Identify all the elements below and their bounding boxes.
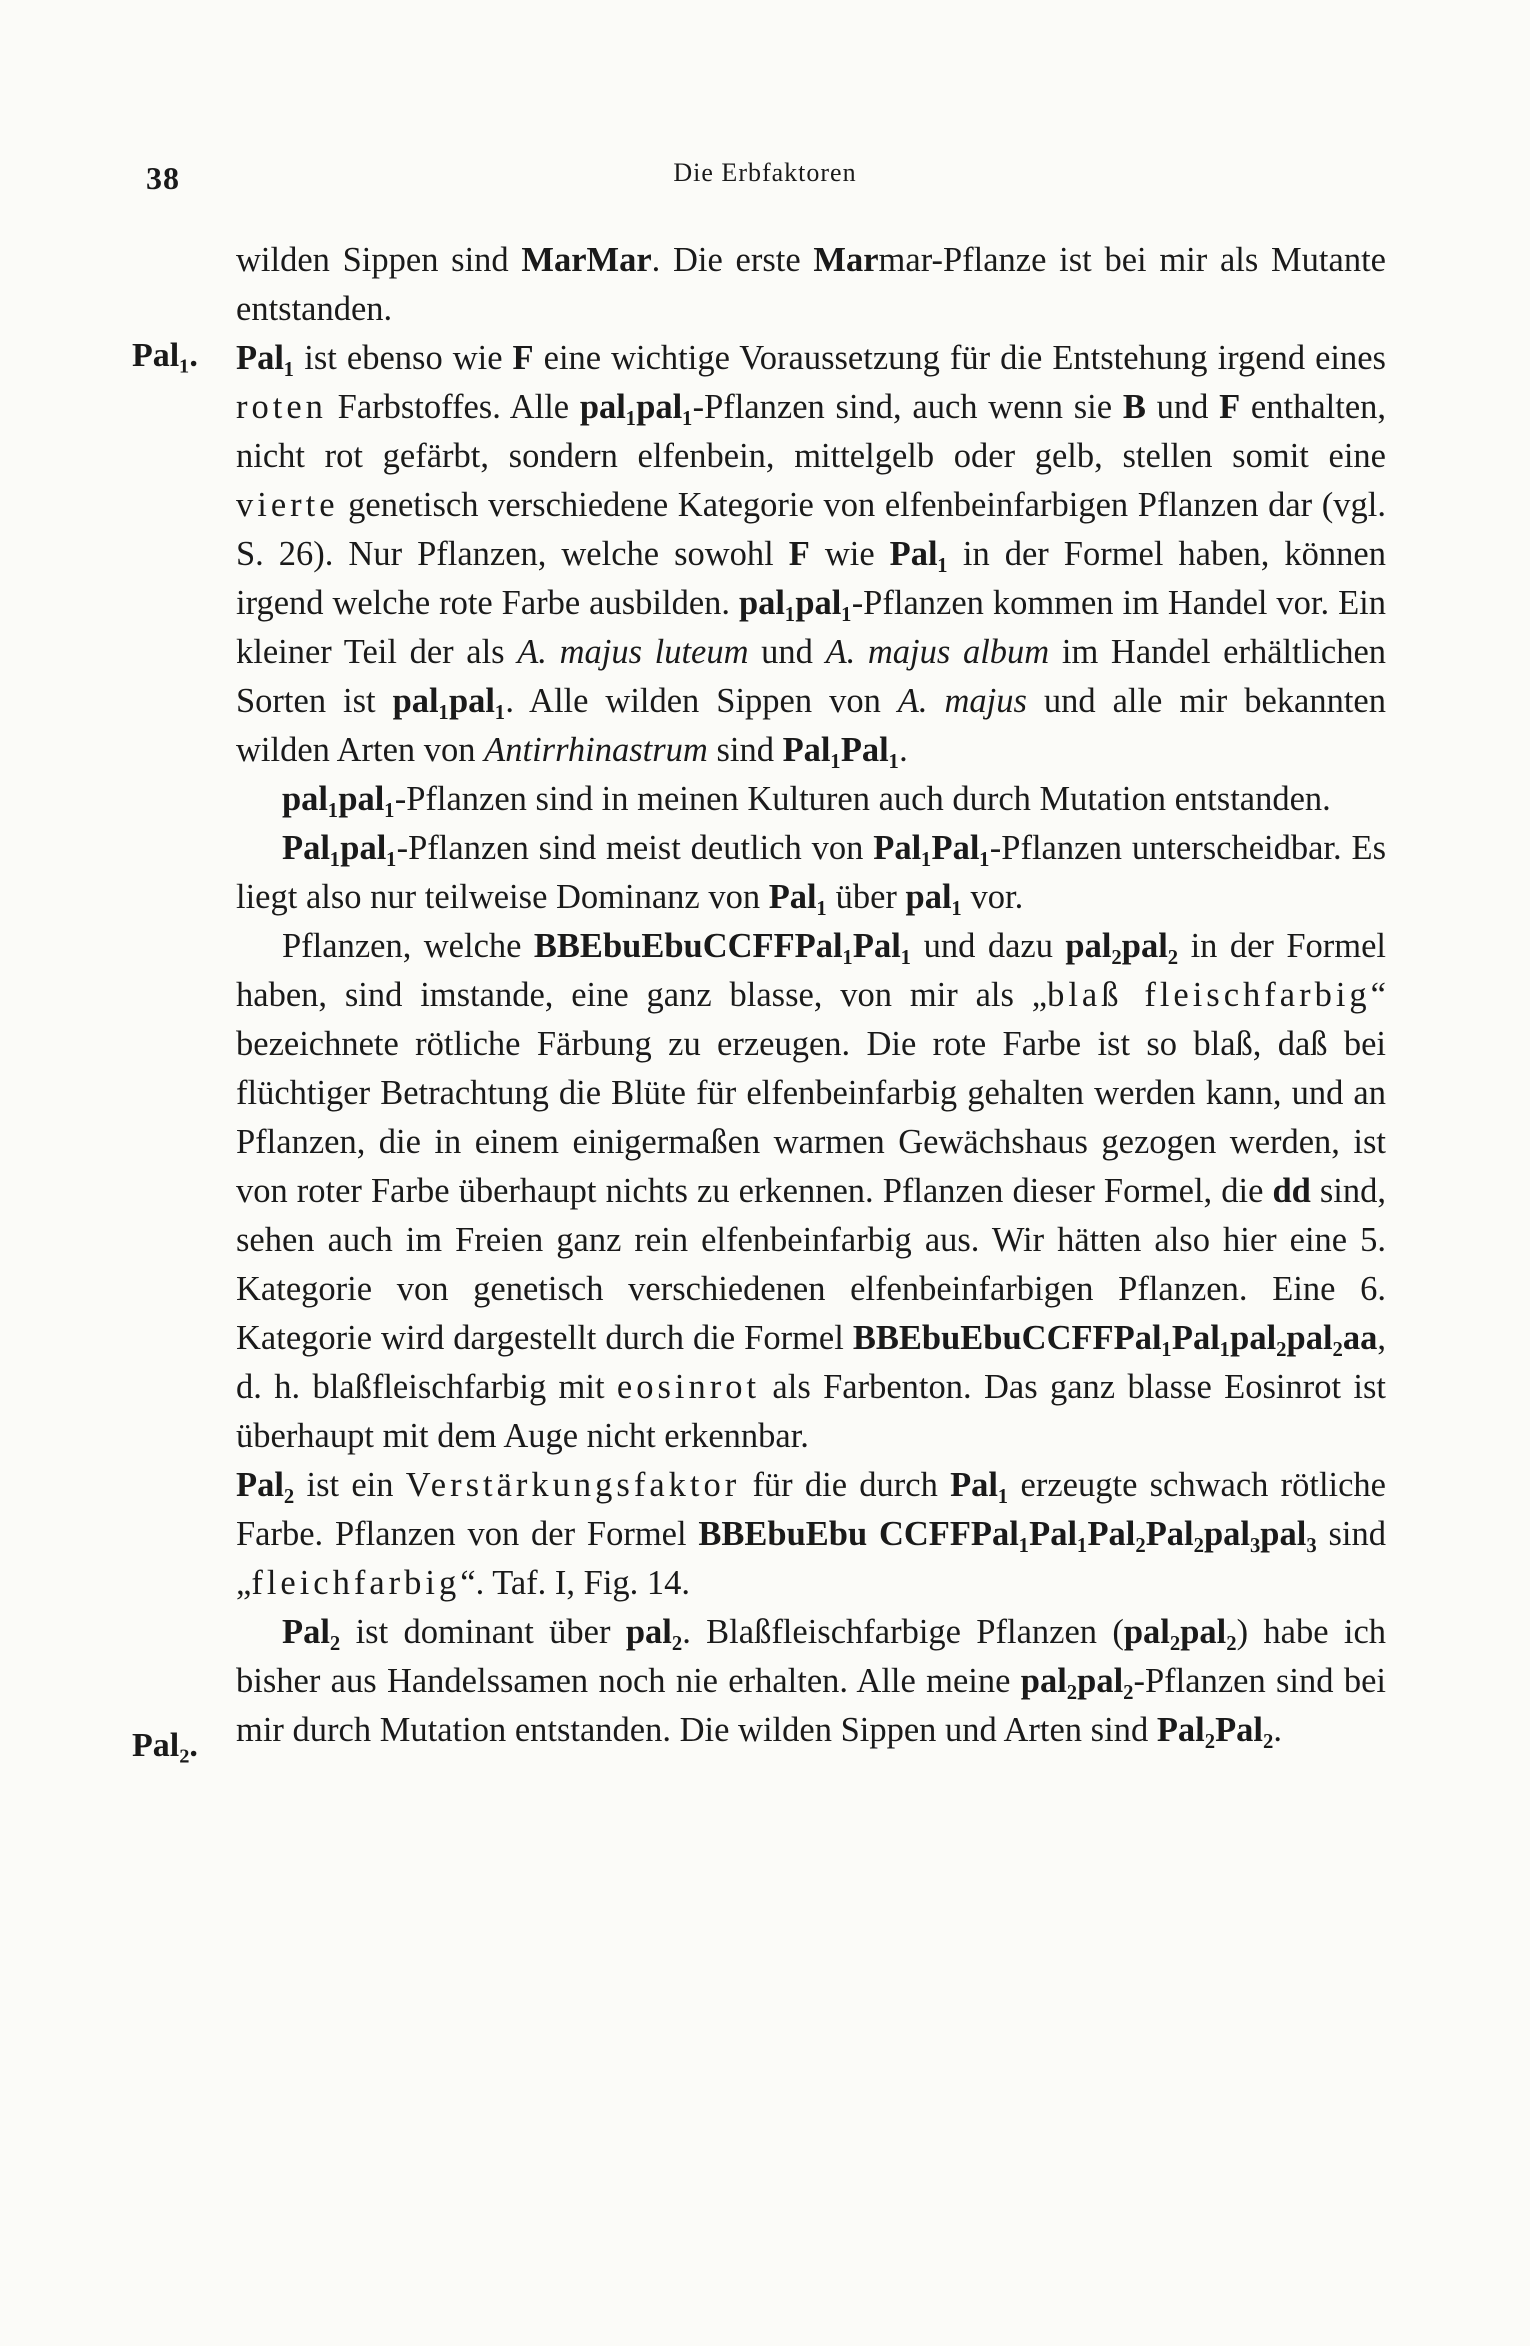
paragraph: Pflanzen, welche BBEbuEbuCCFFPal₁Pal₁ und dazu pal₂pal₂ in der Formel haben, sind imstande, eine ganz blasse, von mir als „blaß fleischfarbig“ bezeichnete rötliche Färbung zu erzeugen. Die rote Farbe ist so blaß, daß bei flüchtiger Betrachtung die Blüte für elfenbeinfarbig gehalten werden kann, und an Pflanzen, die in einem einigermaßen warmen Gewächshaus gezogen werden, ist von roter Farbe überhaupt nichts zu erkennen. Pflanzen dieser Formel, die dd sind, sehen auch im Freien ganz rein elfenbeinfarbig aus. Wir hätten also hier eine 5. Kategorie von genetisch verschiedenen elfenbeinfarbigen Pflanzen. Eine 6. Kategorie wird dargestellt durch die Formel BBEbuEbuCCFFPal₁Pal₁pal₂pal₂aa, d. h. blaßfleischfarbig mit eosinrot als Farbenton. Das ganz blasse Eosinrot ist überhaupt mit dem Auge nicht erkennbar. [236, 927, 1386, 1455]
marginal-heading-pal2: Pal₂. [132, 1727, 198, 1764]
paragraph: Pal₁pal₁-Pflanzen sind meist deutlich von Pal₁Pal₁-Pflanzen unterscheidbar. Es liegt also nur teilweise Dominanz von Pal₁ über pal₁ vor. [236, 829, 1386, 916]
paragraph: pal₁pal₁-Pflanzen sind in meinen Kulturen auch durch Mutation entstanden. [282, 780, 1331, 818]
marginal-heading-pal1: Pal₁. [132, 337, 198, 374]
paragraph: Pal₂ ist dominant über pal₂. Blaßfleischfarbige Pflanzen (pal₂pal₂) habe ich bisher aus Handelssamen noch nie erhalten. Alle meine pal₂pal₂-Pflanzen sind bei mir durch Mutation entstanden. Die wilden Sippen und Arten sind Pal₂Pal₂. [236, 1613, 1387, 1749]
paragraph: Pal₁ ist ebenso wie F eine wichtige Voraussetzung für die Entstehung irgend eines roten Farbstoffes. Alle pal₁pal₁-Pflanzen sind, auch wenn sie B und F enthalten, nicht rot gefärbt, sondern elfenbein, mittelgelb oder gelb, stellen somit eine vierte genetisch verschiedene Kategorie von elfenbeinfarbigen Pflanzen dar (vgl. S. 26). Nur Pflanzen, welche sowohl F wie Pal₁ in der Formel haben, können irgend welche rote Farbe ausbilden. pal₁pal₁-Pflanzen kommen im Handel vor. Ein kleiner Teil der als A. majus luteum und A. majus album im Handel erhältlichen Sorten ist pal₁pal₁. Alle wilden Sippen von A. majus und alle mir bekannten wilden Arten von Antirrhinastrum sind Pal₁Pal₁. [236, 339, 1387, 769]
page-number: 38 [146, 160, 180, 196]
running-title: Die Erbfaktoren [673, 158, 857, 187]
paragraph: Pal₂ ist ein Verstärkungsfaktor für die durch Pal₁ erzeugte schwach rötliche Farbe. Pflanzen von der Formel BBEbuEbu CCFFPal₁Pal₁Pal₂Pal₂pal₃pal₃ sind „fleichfarbig“. Taf. I, Fig. 14. [236, 1466, 1387, 1602]
body-text [236, 236, 1386, 1755]
paragraph: wilden Sippen sind MarMar. Die erste Marmar-Pflanze ist bei mir als Mutante entstanden. [236, 241, 1386, 328]
